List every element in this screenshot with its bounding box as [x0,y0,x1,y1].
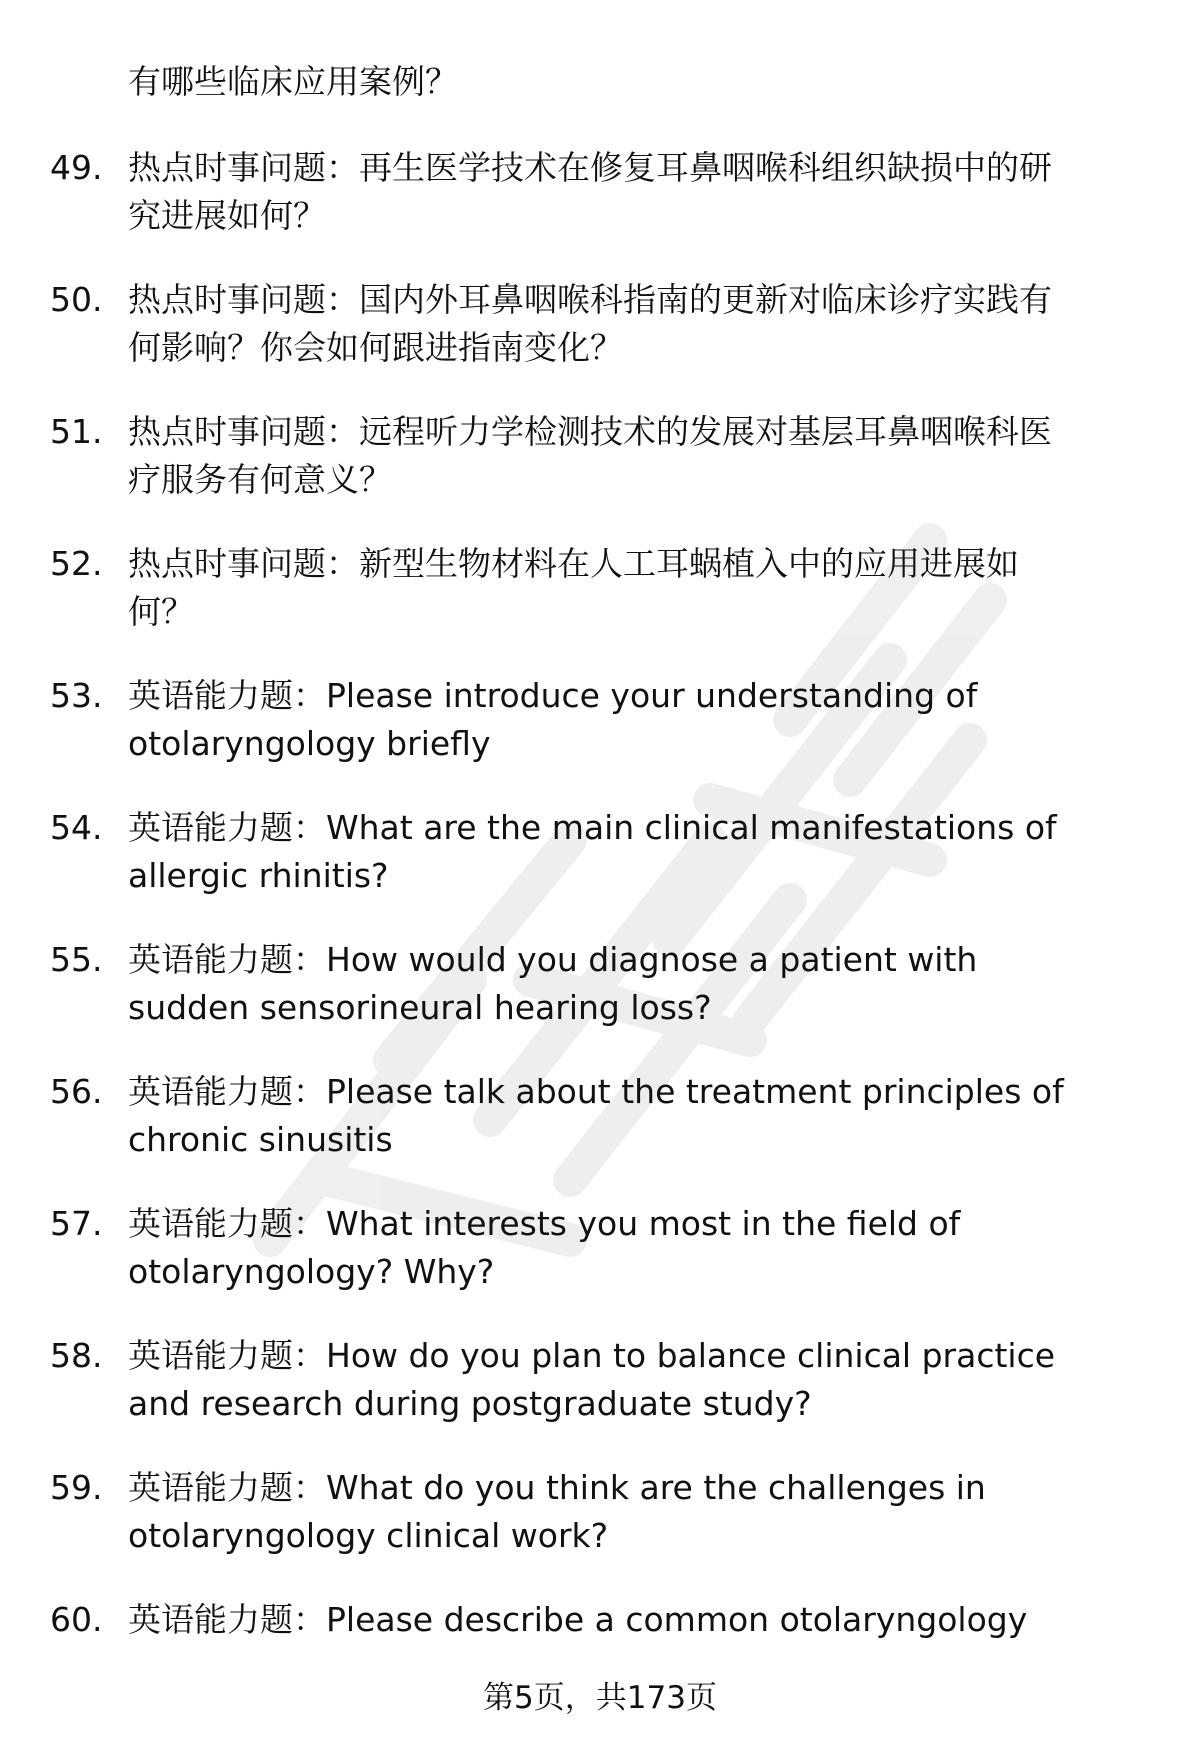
question-line: allergic rhinitis? [128,856,389,895]
question-item [50,144,1150,276]
question-line: and research during postgraduate study? [128,1384,812,1423]
question-line: 疗服务有何意义？ [128,460,392,499]
question-item [50,1464,1150,1596]
question-line: otolaryngology briefly [128,724,491,763]
question-item [50,276,1150,408]
question-number: 53. [50,676,103,715]
question-item [50,672,1150,804]
question-number: 56. [50,1072,103,1111]
question-item [50,1068,1150,1200]
question-text [128,936,1138,1032]
question-item [50,804,1150,936]
question-item [50,540,1150,672]
question-item [50,936,1150,1068]
question-line: 究进展如何？ [128,196,326,235]
question-item [50,408,1150,540]
question-number: 54. [50,808,103,847]
question-list [50,144,1150,1728]
question-text [128,804,1138,900]
question-line: 英语能力题：What are the main clinical manifestations of [128,808,1057,847]
question-text [128,144,1138,240]
question-text [128,672,1138,768]
question-item [50,1200,1150,1332]
question-line: 热点时事问题：国内外耳鼻咽喉科指南的更新对临床诊疗实践有 [128,280,1052,319]
question-line: 英语能力题：How do you plan to balance clinical practice [128,1336,1056,1375]
question-text [128,1464,1138,1560]
question-number: 50. [50,280,103,319]
question-number: 60. [50,1600,103,1639]
question-line: 英语能力题：Please describe a common otolaryngology [128,1600,1028,1639]
question-number: 52. [50,544,103,583]
question-text [128,1200,1138,1296]
question-text [128,276,1138,372]
question-line: 英语能力题：Please introduce your understanding of [128,676,978,715]
question-text [128,408,1138,504]
question-number: 55. [50,940,103,979]
question-item [50,1332,1150,1464]
question-line: 何？ [128,592,194,631]
question-line: sudden sensorineural hearing loss? [128,988,712,1027]
question-line: 英语能力题：How would you diagnose a patient with [128,940,978,979]
question-text [128,540,1138,636]
question-line: 热点时事问题：新型生物材料在人工耳蜗植入中的应用进展如 [128,544,1019,583]
question-number: 51. [50,412,103,451]
question-line: 英语能力题：What interests you most in the field of [128,1204,961,1243]
question-number: 59. [50,1468,103,1507]
question-line: 何影响？你会如何跟进指南变化？ [128,328,623,367]
question-text [128,1332,1138,1428]
question-line: 热点时事问题：远程听力学检测技术的发展对基层耳鼻咽喉科医 [128,412,1052,451]
page-footer: 第5页，共173页 [483,1680,717,1716]
question-text [128,1068,1138,1164]
question-number: 57. [50,1204,103,1243]
question-line: 英语能力题：Please talk about the treatment principles of [128,1072,1064,1111]
question-number: 58. [50,1336,103,1375]
continuation-line: 有哪些临床应用案例？ [128,62,458,101]
question-line: 英语能力题：What do you think are the challenges in [128,1468,986,1507]
question-line: 热点时事问题：再生医学技术在修复耳鼻咽喉科组织缺损中的研 [128,148,1052,187]
question-text [128,1596,1138,1644]
question-number: 49. [50,148,103,187]
question-line: otolaryngology? Why? [128,1252,495,1291]
question-line: otolaryngology clinical work? [128,1516,609,1555]
question-line: chronic sinusitis [128,1120,393,1159]
